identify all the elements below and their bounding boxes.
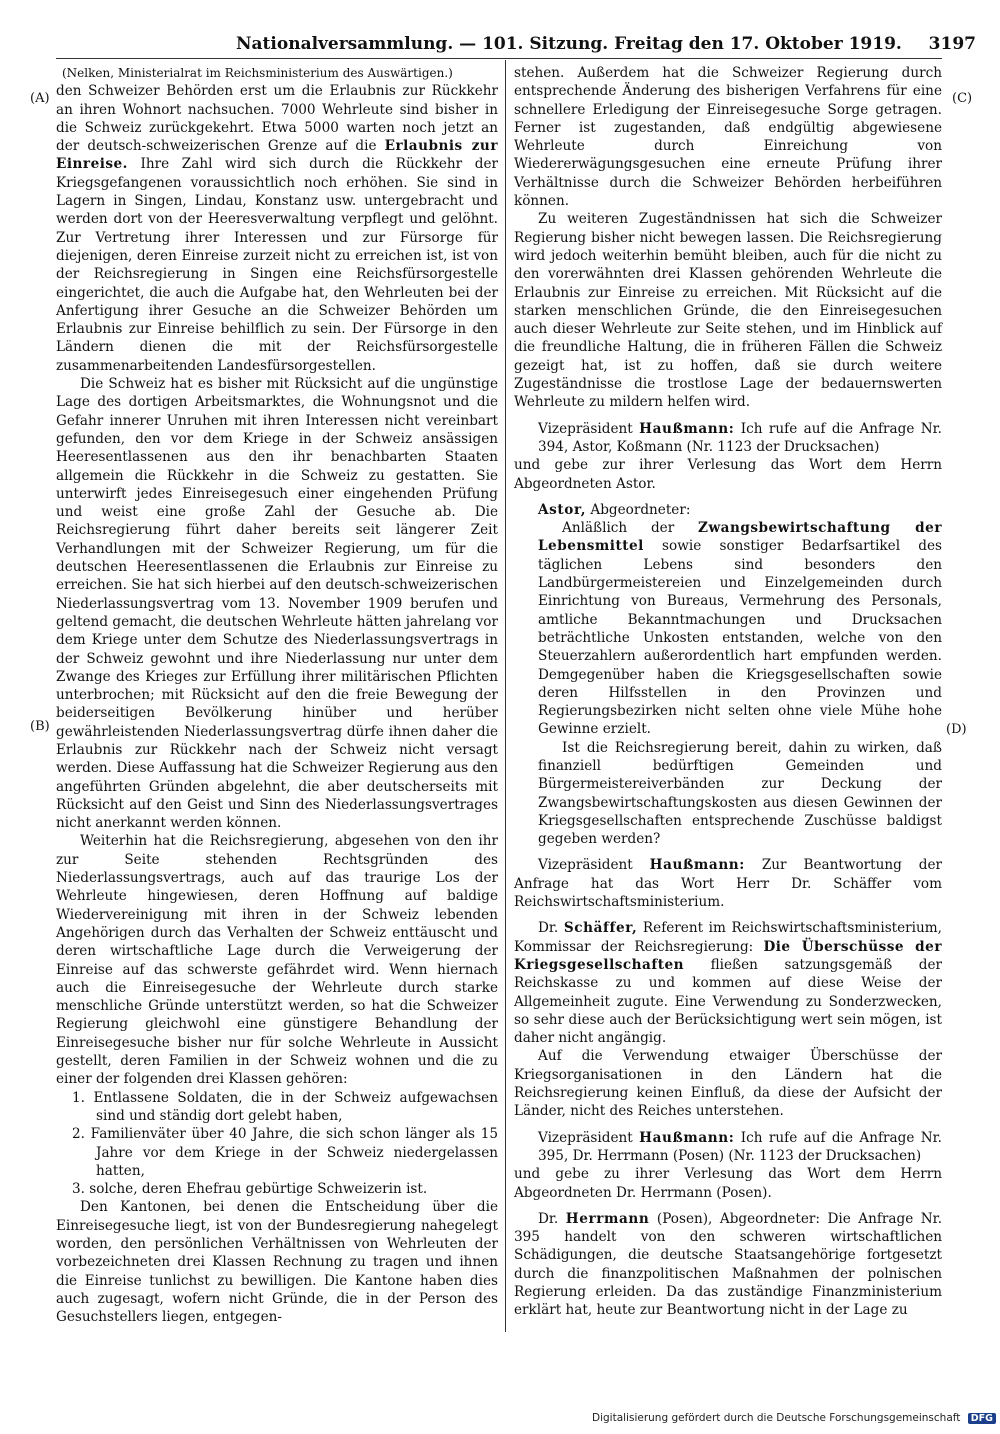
dfg-logo: DFG [968, 1413, 996, 1424]
question-text: Ist die Reichsregierung bereit, dahin zu wirken, daß finanziell bedürftigen Gemeinden und Bürgermeistereiverbänden zur Deckung der Zwangsbewirtschaftungskosten aus diesen Gewinnen der Kriegsgesellschaften entsprechende Zuschüsse baldigst gegeben werden? [538, 739, 942, 848]
list-item: 2. Familienväter über 40 Jahre, die sich schon länger als 15 Jahre vor dem Kriege in der Schweiz niedergelassen hatten, [72, 1126, 498, 1179]
paragraph: Auf die Verwendung etwaiger Überschüsse der Kriegsorganisationen in den Ländern hat die Reichsregierung keinen Einfluß, da diese der Aufsicht der Länder, nicht des Reiches unterstehen. [514, 1048, 942, 1120]
paragraph: und gebe zur ihrer Verlesung das Wort dem Herrn Abgeordneten Astor. [514, 457, 942, 492]
margin-mark-c: (C) [952, 91, 973, 106]
speaker-name: Schäffer, [563, 920, 638, 937]
margin-mark-d: (D) [946, 722, 967, 737]
paragraph: Den Kantonen, bei denen die Entscheidung über die Einreisegesuche liegt, ist von der Bundesregierung nahegelegt worden, den persönlichen Verhältnissen von Wehrleuten der vorbezeichneten drei Klassen Rechnung zu tragen und ihnen die Einreise tunlichst zu bewilligen. Die Kantone haben dies auch zugesagt, wofern nicht Gründe, die in der Person des Gesuchstellers liegen, entgegen- [56, 1199, 498, 1326]
question-text: Anläßlich der Zwangsbewirtschaftung der Lebensmittel sowie sonstiger Bedarfsartikel des täglichen Lebens sind besonders den Landbürgermeistereien und Einzelgemeinden durch Einrichtung von Bureaus, Vermehrung des Personals, amtliche Bekanntmachungen und Drucksachen beträchtliche Unkosten entstanden, welche von den Steuerzahlern außerordentlich hart empfunden werden. Demgegenüber haben die Kriegsgesellschaften sowie deren Hilfsstellen in den Provinzen und Regierungsbezirken nicht selten ohne viele Mühe hohe Gewinne erzielt. [538, 520, 942, 738]
page-title: Nationalversammlung. — 101. Sitzung. Freitag den 17. Oktober 1919. [236, 34, 902, 54]
answer-text: Dr. Schäffer, Referent im Reichswirtschaftsministerium, Kommissar der Reichsregierung: Die Überschüsse der Kriegsgesellschaften fließen satzungsgemäß der Reichskasse zu und kommen auf diese Weise der Allgemeinheit zugute. Eine Verwendung zu Sonderzwecken, so sehr diese auch der Berücksichtigung wert sein mögen, ist daher nicht angängig. [514, 920, 942, 1047]
paragraph: Weiterhin hat die Reichsregierung, abgesehen von den ihr zur Seite stehenden Rechtsgründen des Niederlassungsvertrags, auch auf das traurige Los der Wehrleute hingewiesen, deren Hoffnung auf baldige Wiedervereinigung mit ihren in der Schweiz lebenden Angehörigen durch das Verhalten der Schweiz enttäuscht und deren wirtschaftliche Lage durch die Verweigerung der Einreise auf das schwerste gefährdet wird. Wenn hiernach auch die Einreisegesuche der Wehrleute durch starke menschliche Gründe unterstützt werden, so hat die Schweizer Regierung gleichwohl eine günstigere Behandlung der Einreisegesuche bisher nur für solche Wehrleute in Aussicht gestellt, deren Familien in der Schweiz wohnen und die zu einer der folgenden drei Klassen gehören: [56, 833, 498, 1088]
speaker-intro: Astor, Abgeordneter: [538, 501, 691, 518]
left-column [56, 64, 498, 1326]
list-item: 3. solche, deren Ehefrau gebürtige Schweizerin ist. [72, 1181, 428, 1198]
paragraph: stehen. Außerdem hat die Schweizer Regierung durch entsprechende Änderung des bisherigen Verfahrens für eine schnellere Erledigung der Einreisegesuche Sorge getragen. Ferner ist zugestanden, daß endgültig abgewiesene Wehrleute durch Einreichung von Wiedererwägungsgesuchen eine erneute Prüfung ihrer Verhältnisse durch die Schweizer Behörden herbeiführen können. [514, 65, 942, 210]
header-rule [56, 58, 942, 59]
margin-mark-b: (B) [30, 719, 50, 734]
paragraph: und gebe zu ihrer Verlesung das Wort dem Herrn Abgeordneten Dr. Herrmann (Posen). [514, 1166, 942, 1201]
right-column [514, 64, 942, 1320]
speaker-intro: Dr. Herrmann (Posen), Abgeordneter: Die Anfrage Nr. 395 handelt von den schweren wirtschaftlichen Schädigungen, die deutsche Staatsangehörige fortgesetzt durch die finanzpolitischen Maßnahmen der polnischen Regierung erleiden. Da das zuständige Finanzministerium erklärt hat, heute zur Beantwortung nicht in der Lage zu [514, 1210, 943, 1319]
bold-term: Erlaubnis zur Einreise. [56, 138, 498, 173]
page-header [236, 34, 976, 58]
paragraph: Zu weiteren Zugeständnissen hat sich die Schweizer Regierung bisher nicht bewegen lassen. Die Reichsregierung wird jedoch weiterhin bemüht bleiben, auch für die nicht zu den vorerwähnten drei Klassen gehörenden Wehrleute die Erlaubnis zur Einreise zu erreichen. Mit Rücksicht auf die starken menschlichen Gründe, die den Einreisegesuchen auch dieser Wehrleute zur Seite stehen, und im Hinblick auf die freundliche Haltung, die in früheren Fällen die Schweiz gezeigt hat, ist zu hoffen, daß sie durch weitere Zugeständnisse die trostlose Lage der bedauernswerten Wehrleute zu mildern helfen wird. [514, 211, 942, 411]
margin-mark-a: (A) [30, 91, 50, 106]
list-item: 1. Entlassene Soldaten, die in der Schweiz aufgewachsen sind und ständig dort gelebt haben, [72, 1089, 498, 1124]
footer-credit: Digitalisierung gefördert durch die Deutsche Forschungsgemeinschaft DFG [592, 1412, 996, 1424]
bold-term: Zwangsbewirtschaftung der Lebensmittel [538, 520, 942, 555]
bold-term: Die Überschüsse der Kriegsgesellschaften [514, 938, 942, 973]
speaker-name: Haußmann: [639, 1129, 735, 1146]
paragraph: den Schweizer Behörden erst um die Erlaubnis zur Rückkehr an ihren Wohnort nachsuchen. 7000 Wehrleute sind bisher in die Schweiz zurückgekehrt. Etwa 5000 warten noch jetzt an der deutsch-schweizerischen Grenze auf die Erlaubnis zur Einreise. Ihre Zahl wird sich durch die Rückkehr der Kriegsgefangenen voraussichtlich noch erhöhen. Sie sind in Lagern in Singen, Lindau, Konstanz usw. untergebracht und werden dort von der Heeresverwaltung verpflegt und gelöhnt. Zur Vertretung ihrer Interessen und zur Fürsorge für diejenigen, deren Einreise zurzeit nicht zu erreichen ist, ist von der Reichsregierung in Singen eine Reichsfürsorgestelle eingerichtet, die auch die Aufgabe hat, den Wehrleuten bei der Anfertigung ihrer Gesuche an die Schweizer Behörden um Erlaubnis zur Einreise behilflich zu sein. Der Fürsorge in den Ländern dienen die mit der Reichsfürsorgestelle zusammenarbeitenden Landesfürsorgestellen. [56, 83, 498, 374]
column-divider [505, 60, 506, 1332]
vizepraesident-call: Vizepräsident Haußmann: Ich rufe auf die Anfrage Nr. 395, Dr. Herrmann (Posen) (Nr. 1123 der Drucksachen) [538, 1129, 942, 1164]
page-number: 3197 [928, 34, 976, 54]
speaker-name: Haußmann: [639, 420, 735, 437]
speaker-line: (Nelken, Ministerialrat im Reichsministerium des Auswärtigen.) [62, 66, 453, 80]
speaker-name: Haußmann: [649, 857, 745, 874]
speaker-name: Astor, [538, 501, 587, 518]
vizepraesident-call: Vizepräsident Haußmann: Zur Beantwortung der Anfrage hat das Wort Herr Dr. Schäffer vom Reichswirtschaftsministerium. [514, 857, 942, 911]
speaker-name: Herrmann [565, 1210, 650, 1227]
paragraph: Die Schweiz hat es bisher mit Rücksicht auf die ungünstige Lage des dortigen Arbeitsmarktes, die Wohnungsnot und die Gefahr innerer Unruhen mit ihren Interessen nicht vereinbart gefunden, den vor dem Kriege in der Schweiz ansässigen Heeresentlassenen aus den ihr benachbarten Staaten allgemein die Rückkehr in die Schweiz zu gestatten. Sie unterwirft jedes Einreisegesuch einer eingehenden Prüfung und weist eine große Zahl der Gesuche ab. Die Reichsregierung führt daher bereits seit längerer Zeit Verhandlungen mit der Schweizer Regierung, um für die deutschen Heeresentlassenen die Erlaubnis zur Einreise zu erreichen. Sie hat sich hierbei auf den deutsch-schweizerischen Niederlassungsvertrag vom 13. November 1909 berufen und geltend gemacht, die deutschen Wehrleute hätten jahrelang vor dem Kriege unter dem Schutze des Niederlassungsvertrags in der Schweiz gewohnt und ihre Niederlassung nur unter dem Zwange des Krieges zur Erfüllung ihrer militärischen Pflichten unterbrochen; mit Rücksicht auf den die freie Bewegung der beiderseitigen Bevölkerung hinüber und herüber gewährleistenden Niederlassungsvertrag dürfe ihnen daher die Erlaubnis zur Rückkehr nach der Schweiz nicht versagt werden. Diese Auffassung hat die Schweizer Regierung aus den angeführten Gründen abgelehnt, die aber deutscherseits mit Rücksicht auf den Geist und Sinn des Niederlassungsvertrages nicht anerkannt werden können. [56, 376, 498, 832]
vizepraesident-call: Vizepräsident Haußmann: Ich rufe auf die Anfrage Nr. 394, Astor, Koßmann (Nr. 1123 der Drucksachen) [538, 420, 942, 455]
